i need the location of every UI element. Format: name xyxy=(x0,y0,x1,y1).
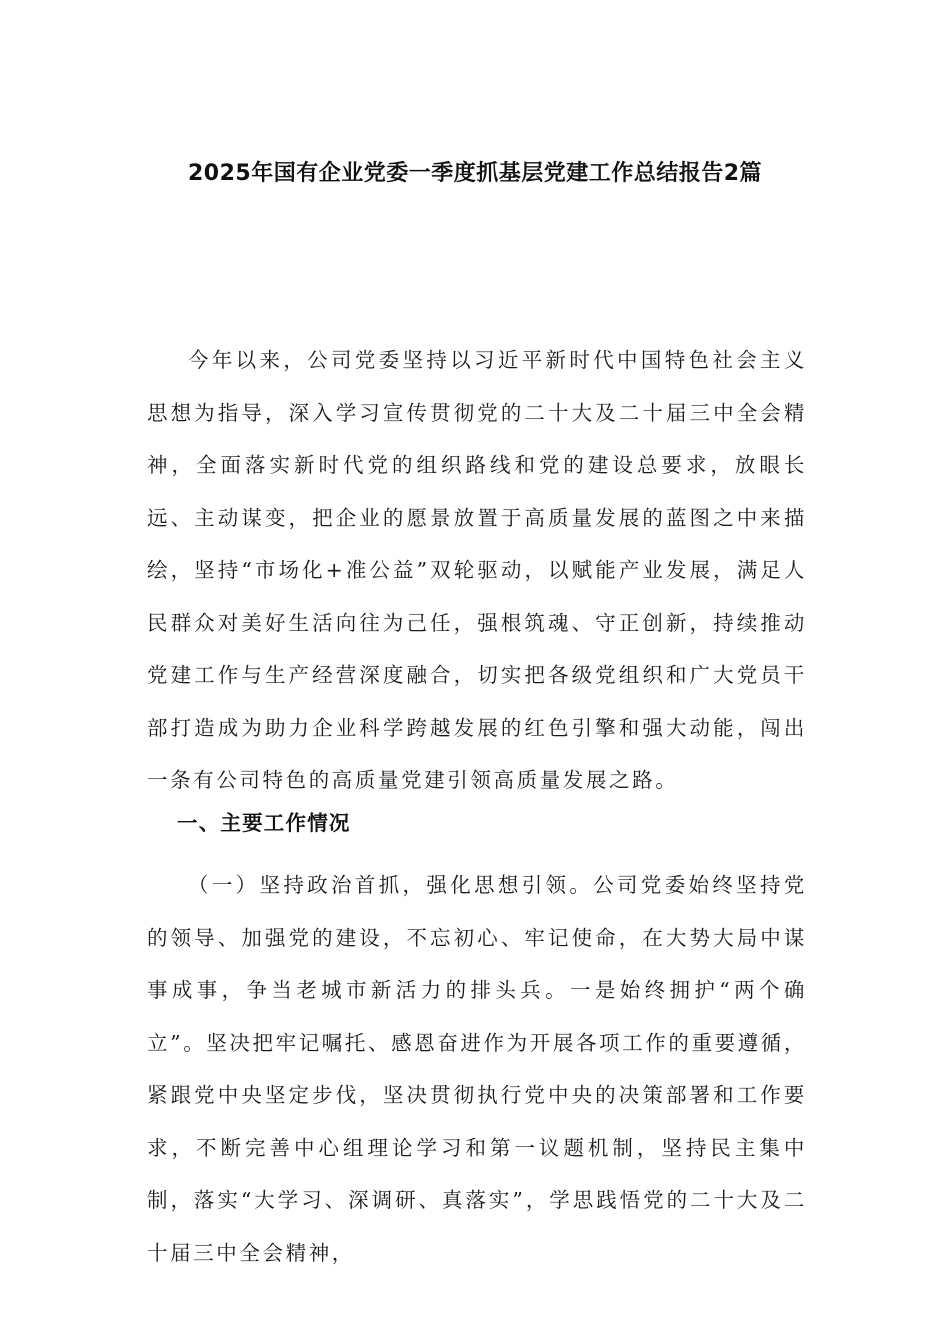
section-paragraph: （一）坚持政治首抓，强化思想引领。公司党委始终坚持党的领导、加强党的建设，不忘初心、牢记使命，在大势大局中谋事成事，争当老城市新活力的排头兵。一是始终拥护“两个确立”。坚决把牢记嘱托、感恩奋进作为开展各项工作的重要遵循，紧跟党中央坚定步伐，坚决贯彻执行党中央的决策部署和工作要求，不断完善中心组理论学习和第一议题机制，坚持民主集中制，落实“大学习、深调研、真落实”，学思践悟党的二十大及二十届三中全会精神， xyxy=(147,873,807,1265)
document-title: 2025年国有企业党委一季度抓基层党建工作总结报告2篇 xyxy=(187,161,763,186)
intro-paragraph: 今年以来，公司党委坚持以习近平新时代中国特色社会主义思想为指导，深入学习宣传贯彻党的二十大及二十届三中全会精神，全面落实新时代党的组织路线和党的建设总要求，放眼长远、主动谋变，把企业的愿景放置于高质量发展的蓝图之中来描绘，坚持“市场化+准公益”双轮驱动，以赋能产业发展，满足人民群众对美好生活向往为己任，强根筑魂、守正创新，持续推动党建工作与生产经营深度融合，切实把各级党组织和广大党员干部打造成为助力企业科学跨越发展的红色引擎和强大动能，闯出一条有公司特色的高质量党建引领高质量发展之路。 xyxy=(147,348,807,792)
section-heading: 一、主要工作情况 xyxy=(177,811,351,835)
